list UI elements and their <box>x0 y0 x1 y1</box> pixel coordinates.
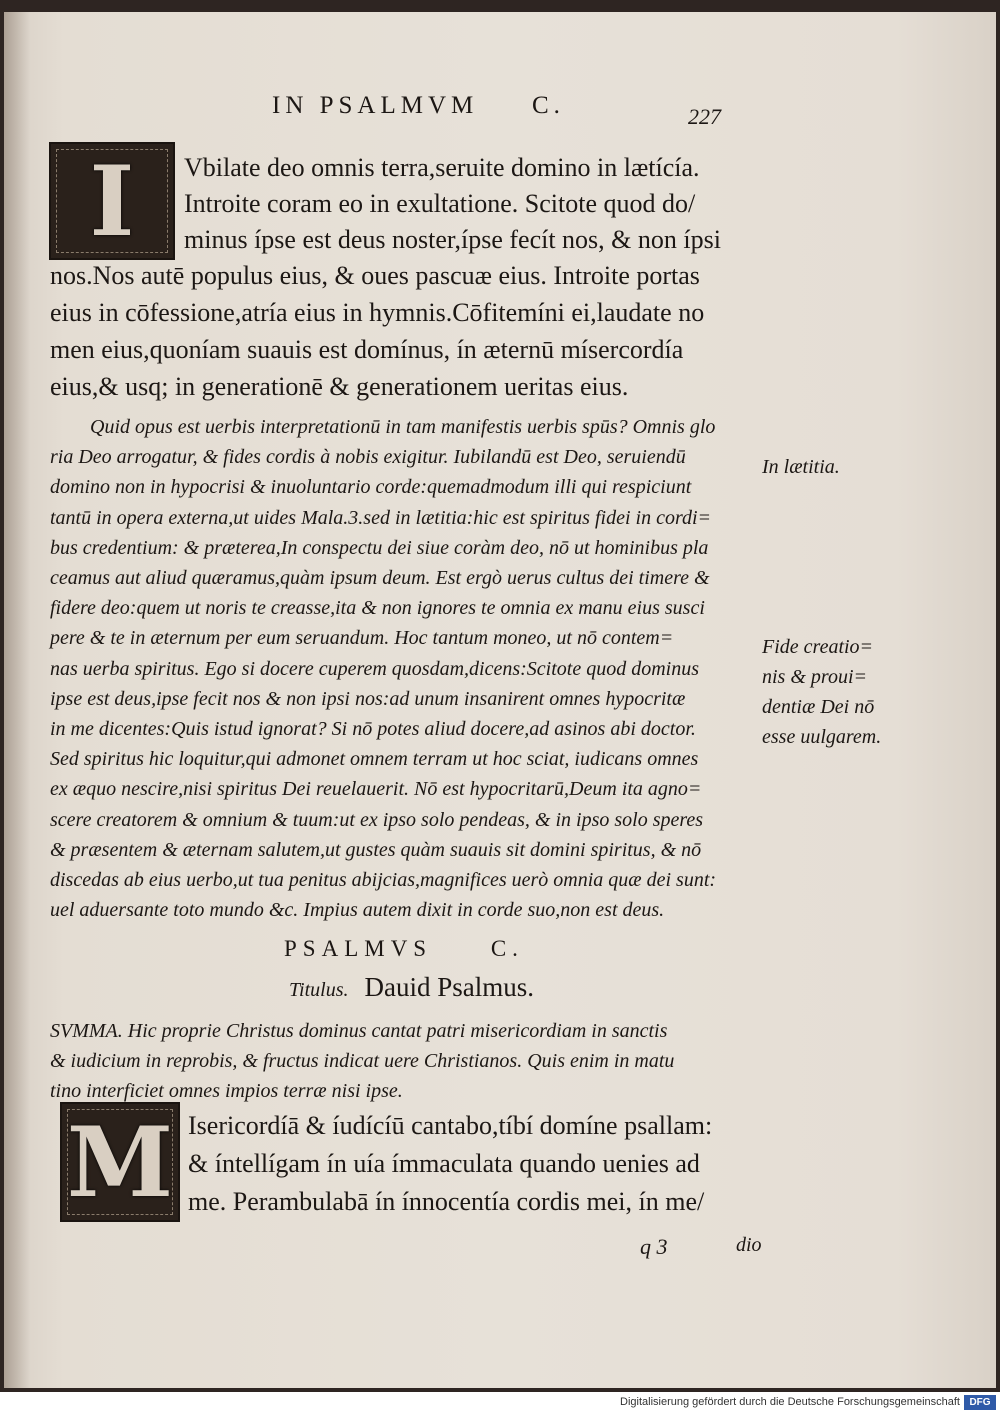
margin-note <box>762 452 840 482</box>
commentary-line: tantū in opera externa,ut uides Mala.3.sed in lætitia:hic est spiritus fidei in cordi= <box>50 506 712 529</box>
commentary-line: Quid opus est uerbis interpretationū in tam manifestis uerbis spūs? Omnis glo <box>90 416 716 438</box>
decorated-initial-m <box>60 1102 180 1222</box>
running-head: IN PSALMVM <box>272 92 479 119</box>
psalm-line: Isericordíā & íudícíū cantabo,tíbí domíne psallam: <box>188 1111 713 1140</box>
psalm-line: me. Perambulabā ín ínnocentía cordis mei, ín me/ <box>188 1187 705 1216</box>
footer-bar <box>0 1392 1000 1414</box>
initial-letter: M <box>66 1105 174 1219</box>
margin-note <box>762 632 881 752</box>
commentary-line: pere & te in æternum per eum seruandum. Hoc tantum moneo, ut nō contem= <box>50 627 674 650</box>
commentary-line: ceamus aut aliud quæramus,quàm ipsum deum. Est ergò uerus cultus dei timere & <box>50 567 710 590</box>
commentary-line: ria Deo arrogatur, & fides cordis à nobis exigitur. Iubilandū est Deo, seruiendū <box>50 446 686 469</box>
title-label: Titulus. <box>289 979 349 1001</box>
psalm-line: eius in cōfessione,atría eius in hymnis.Cōfitemíni ei,laudate no <box>50 298 705 327</box>
dfg-logo: DFG <box>964 1395 996 1410</box>
psalm-line: nos.Nos autē populus eius, & oues pascuæ eius. Introite portas <box>50 261 700 290</box>
summa-line: & iudicium in reprobis, & fructus indicat uere Christianos. Quis enim in matu <box>50 1050 675 1073</box>
margin-note-line: dentiæ Dei nō <box>762 696 875 718</box>
funding-notice: Digitalisierung gefördert durch die Deutsche Forschungsgemeinschaft <box>620 1396 960 1408</box>
commentary-line: discedas ab eius uerbo,ut tua penitus abijcias,magnifices uerò omnia quæ dei sunt: <box>50 869 717 892</box>
commentary-line: ex æquo nescire,nisi spiritus Dei reuelauerit. Nō est hypocritarū,Deum ita agno= <box>50 778 702 801</box>
summa-line: tino interficiet omnes impios terræ nisi ipse. <box>50 1080 403 1103</box>
margin-note-line: esse uulgarem. <box>762 726 882 748</box>
commentary-line: Sed spiritus hic loquitur,qui admonet omnem terram ut hoc sciat, iudicans omnes <box>50 748 699 771</box>
psalm-line: minus ípse est deus noster,ípse fecít nos, & non ípsi <box>184 225 721 254</box>
commentary-line: & præsentem & æternam salutem,ut gustes quàm suauis sit domini spiritus, & nō <box>50 838 702 861</box>
book-page <box>4 12 996 1388</box>
summa-block <box>50 1016 674 1107</box>
initial-letter: I <box>89 144 135 258</box>
margin-note-line: nis & proui= <box>762 666 867 688</box>
margin-note-line: In lætitia. <box>762 456 840 478</box>
signature-mark: q 3 <box>640 1234 668 1259</box>
folio-number: 227 <box>688 104 721 129</box>
psalm-line: Vbilate deo omnis terra,seruite domino in lætícía. <box>184 153 700 182</box>
commentary-line: nas uerba spiritus. Ego si docere cuperem quosdam,dicens:Scitote quod dominus <box>50 657 699 680</box>
commentary-line: uel aduersante toto mundo &c. Impius autem dixit in corde suo,non est deus. <box>50 899 665 922</box>
catchword: dio <box>736 1234 762 1256</box>
running-head-number: C. <box>532 92 565 119</box>
psalm-line: eius,& usq; in generationē & generationem ueritas eius. <box>50 372 629 401</box>
margin-note-line: Fide creatio= <box>762 636 874 658</box>
title-text: Dauid Psalmus. <box>364 972 534 1002</box>
commentary-line: bus credentium: & præterea,In conspectu dei siue coràm deo, nō ut hominibus pla <box>50 536 709 559</box>
commentary-line: ipse est deus,ipse fecit nos & non ipsi nos:ad unum insanirent omnes hypocritæ <box>50 687 686 710</box>
commentary-line: in me dicentes:Quis istud ignorat? Si nō potes aliud docere,ad asinos abi doctor. <box>50 718 696 741</box>
psalm-heading: PSALMVS C. <box>284 936 524 961</box>
commentary-line: scere creatorem & omnium & tuum:ut ex ipso solo pendeas, & in ipso solo speres <box>50 808 704 831</box>
commentary-line: domino non in hypocrisi & inuoluntario corde:quemadmodum illi qui respiciunt <box>50 476 692 499</box>
summa-line: SVMMA. Hic proprie Christus dominus cantat patri misericordiam in sanctis <box>50 1020 668 1042</box>
decorated-initial-i <box>49 142 175 260</box>
commentary-line: fidere deo:quem ut noris te creasse,ita & non ignores te omnia ex manu eius susci <box>50 597 705 620</box>
psalm-title <box>289 972 534 1003</box>
psalm-line: Introite coram eo in exultatione. Scitote quod do/ <box>184 189 696 218</box>
psalm-line: men eius,quoníam suauis est domínus, ín æternū mísercordía <box>50 335 684 364</box>
psalm-line: & íntellígam ín uía ímmaculata quando uenies ad <box>188 1149 700 1178</box>
commentary-block <box>50 412 716 925</box>
